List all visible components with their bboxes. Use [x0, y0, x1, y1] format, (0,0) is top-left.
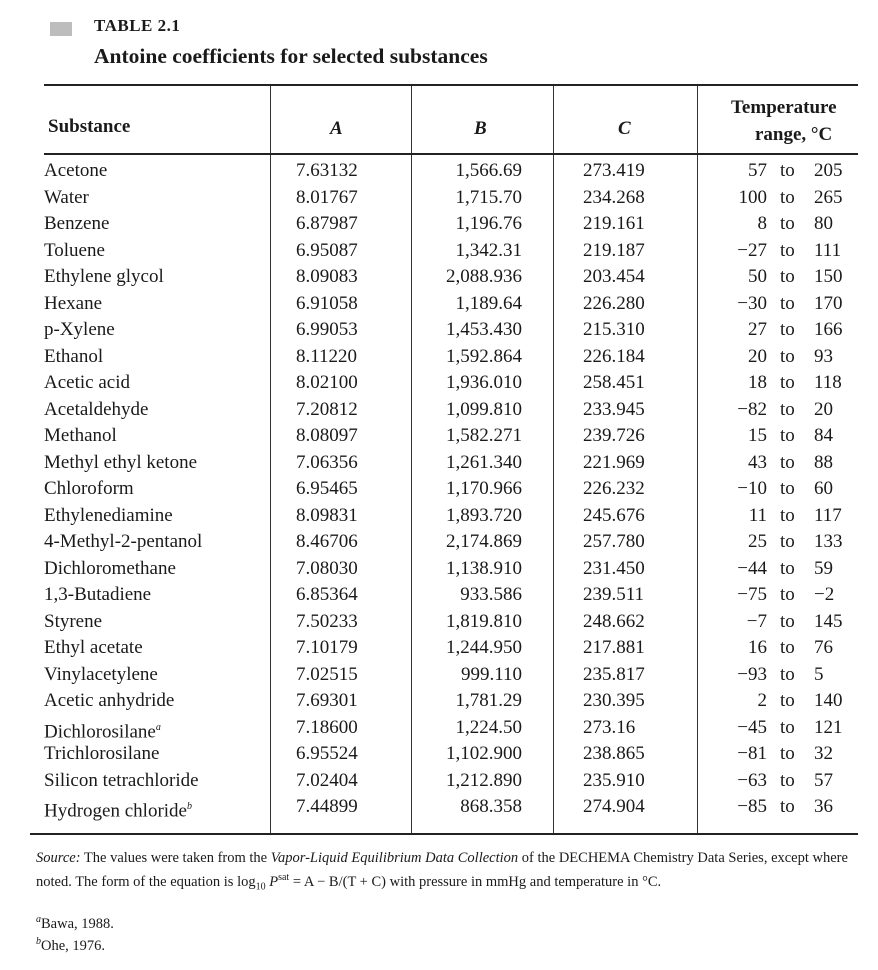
temp-to: to [780, 584, 795, 605]
temp-to: to [780, 345, 795, 367]
coefficient-b: 1,189.64 [455, 292, 522, 314]
substance-name [44, 423, 117, 449]
substance-name [44, 264, 164, 290]
top-rule [44, 84, 858, 86]
substance-name [44, 662, 158, 688]
temp-to: to [780, 319, 795, 340]
table-row [0, 503, 878, 529]
substance-name [44, 609, 102, 635]
substance-name [44, 397, 148, 423]
temp-low: −82 [737, 398, 767, 420]
footnote-mark: a [36, 914, 41, 925]
temp-high: 133 [814, 531, 843, 552]
coefficient-c: 257.780 [583, 531, 645, 552]
coefficient-a: 8.01767 [296, 186, 358, 208]
coefficient-a: 6.95524 [296, 743, 358, 764]
temp-low: 8 [757, 213, 767, 234]
temp-low: −63 [737, 769, 767, 791]
temp-to: to [780, 292, 795, 314]
temp-high: 93 [814, 345, 833, 367]
substance-name-text: Vinylacetylene [44, 663, 158, 685]
table-row [0, 741, 878, 767]
temp-high: 88 [814, 451, 833, 473]
coefficient-b: 1,592.864 [446, 345, 522, 367]
coefficient-c: 273.419 [583, 160, 645, 181]
substance-name [44, 794, 192, 824]
substance-name-text: Benzene [44, 213, 110, 234]
coefficient-a: 7.50233 [296, 610, 358, 632]
substance-name-text: Trichlorosilane [44, 743, 160, 764]
temp-to: to [780, 186, 795, 208]
temp-low: 57 [748, 160, 767, 181]
coefficient-b: 1,819.810 [446, 610, 522, 632]
substance-name [44, 688, 174, 714]
temp-low: −93 [737, 663, 767, 685]
temp-low: 11 [748, 504, 767, 526]
coefficient-b: 1,102.900 [446, 743, 522, 764]
substance-name-text: Acetone [44, 160, 108, 181]
coefficient-a: 6.85364 [296, 584, 358, 605]
header-rule [44, 153, 858, 155]
coefficient-b: 1,212.890 [446, 769, 522, 791]
table-caption: Antoine coefficients for selected substances [94, 44, 488, 68]
temp-high: 84 [814, 425, 833, 446]
coefficient-a: 6.95087 [296, 239, 358, 261]
coefficient-c: 234.268 [583, 186, 645, 208]
coefficient-b: 1,781.29 [455, 690, 522, 711]
coefficient-c: 219.161 [583, 213, 645, 234]
coefficient-b: 1,566.69 [455, 160, 522, 181]
temp-high: 80 [814, 213, 833, 234]
source-text-2: of the DECHEMA Chemistry Data Series, except where noted. The form of the equation is log [36, 850, 848, 890]
coefficient-a: 7.06356 [296, 451, 358, 473]
table-row [0, 211, 878, 237]
temp-low: 15 [748, 425, 767, 446]
temp-to: to [780, 266, 795, 287]
temp-low: −44 [737, 557, 767, 579]
temp-low: 18 [748, 372, 767, 393]
substance-name-text: Hexane [44, 292, 103, 314]
substance-name-text: Dichlorosilane [44, 720, 156, 742]
substance-name-text: Water [44, 186, 89, 208]
header-c: C [618, 118, 631, 139]
coefficient-c: 230.395 [583, 690, 645, 711]
table-row [0, 768, 878, 794]
temp-low: −85 [737, 796, 767, 817]
coefficient-b: 1,099.810 [446, 398, 522, 420]
substance-name [44, 317, 115, 343]
coefficient-b: 1,453.430 [446, 319, 522, 340]
temp-to: to [780, 637, 795, 658]
temp-to: to [780, 531, 795, 552]
table-row [0, 264, 878, 290]
coefficient-a: 7.69301 [296, 690, 358, 711]
coefficient-a: 7.10179 [296, 637, 358, 658]
temp-to: to [780, 690, 795, 711]
coefficient-b: 1,715.70 [455, 186, 522, 208]
coefficient-c: 273.16 [583, 716, 636, 738]
bottom-rule [30, 833, 858, 835]
source-note [36, 848, 856, 898]
temp-low: −30 [737, 292, 767, 314]
coefficient-a: 8.09831 [296, 504, 358, 526]
temp-to: to [780, 239, 795, 261]
temp-to: to [780, 398, 795, 420]
substance-name [44, 344, 103, 370]
footnote-b [36, 936, 105, 955]
coefficient-a: 7.02404 [296, 769, 358, 791]
source-text-1: The values were taken from the [80, 850, 271, 866]
header-substance: Substance [48, 116, 131, 137]
table-row [0, 476, 878, 502]
coefficient-b: 1,582.271 [446, 425, 522, 446]
substance-name-text: Methanol [44, 425, 117, 446]
table-row [0, 556, 878, 582]
temp-to: to [780, 372, 795, 393]
temp-high: 36 [814, 796, 833, 817]
coefficient-c: 235.817 [583, 663, 645, 685]
coefficient-b: 999.110 [460, 663, 522, 685]
substance-name-text: Styrene [44, 610, 103, 632]
table-row [0, 344, 878, 370]
table-row [0, 529, 878, 555]
coefficient-c: 238.865 [583, 743, 645, 764]
substance-name-text: Ethylene glycol [44, 266, 164, 287]
substance-name-text: Acetaldehyde [44, 398, 149, 420]
substance-name-text: p-Xylene [44, 319, 115, 340]
coefficient-b: 2,174.869 [446, 531, 522, 552]
source-label: Source: [36, 850, 81, 866]
temp-to: to [780, 478, 795, 499]
coefficient-c: 231.450 [583, 557, 645, 579]
coefficient-b: 1,936.010 [446, 372, 522, 393]
substance-name-text: 1,3-Butadiene [44, 584, 152, 605]
temp-high: 170 [814, 292, 843, 314]
coefficient-b: 1,244.950 [446, 637, 522, 658]
temp-to: to [780, 425, 795, 446]
coefficient-b: 2,088.936 [446, 266, 522, 287]
temp-high: 121 [814, 716, 843, 738]
header-b: B [474, 118, 487, 139]
header-a: A [330, 118, 343, 139]
table-row [0, 450, 878, 476]
temp-low: 2 [757, 690, 767, 711]
table-row [0, 185, 878, 211]
coefficient-a: 7.02515 [296, 663, 358, 685]
coefficient-b: 1,342.31 [455, 239, 522, 261]
temp-to: to [780, 743, 795, 764]
temp-high: 5 [814, 663, 824, 685]
coefficient-c: 226.280 [583, 292, 645, 314]
substance-name [44, 768, 199, 794]
temp-high: 57 [814, 769, 833, 791]
temp-to: to [780, 716, 795, 738]
coefficient-b: 933.586 [460, 584, 522, 605]
coefficient-c: 221.969 [583, 451, 645, 473]
temp-low: −7 [746, 610, 767, 632]
temp-to: to [780, 557, 795, 579]
temp-low: 43 [748, 451, 767, 473]
temp-high: 150 [814, 266, 843, 287]
source-text-3: P [265, 873, 279, 890]
coefficient-c: 274.904 [583, 796, 645, 817]
substance-name [44, 158, 107, 184]
temp-high: 265 [814, 186, 843, 208]
temp-high: 205 [814, 160, 843, 181]
coefficient-c: 239.511 [583, 584, 645, 605]
temp-to: to [780, 213, 795, 234]
coefficient-a: 8.11220 [296, 345, 358, 367]
substance-name [44, 476, 134, 502]
temp-high: 118 [814, 372, 842, 393]
footnote-a [36, 914, 114, 933]
coefficient-c: 235.910 [583, 769, 645, 791]
substance-name-text: Ethylenediamine [44, 504, 173, 526]
temp-low: −10 [737, 478, 767, 499]
coefficient-a: 6.91058 [296, 292, 358, 314]
table-row [0, 662, 878, 688]
table-marker-icon [50, 22, 72, 36]
temp-low: −75 [737, 584, 767, 605]
temp-high: 111 [814, 239, 842, 261]
coefficient-a: 8.09083 [296, 266, 358, 287]
substance-name-text: Acetic anhydride [44, 690, 175, 711]
coefficient-b: 1,138.910 [446, 557, 522, 579]
temp-low: −45 [737, 716, 767, 738]
temp-high: 166 [814, 319, 843, 340]
footnote-mark: b [36, 936, 41, 947]
coefficient-c: 233.945 [583, 398, 645, 420]
substance-name [44, 741, 159, 767]
coefficient-c: 217.881 [583, 637, 645, 658]
table-row [0, 715, 878, 741]
temp-to: to [780, 769, 795, 791]
sat-superscript: sat [278, 872, 290, 883]
temp-to: to [780, 796, 795, 817]
source-collection: Vapor-Liquid Equilibrium Data Collection [270, 850, 519, 866]
temp-high: 76 [814, 637, 833, 658]
table-row [0, 635, 878, 661]
coefficient-a: 7.18600 [296, 716, 358, 738]
coefficient-b: 1,196.76 [455, 213, 522, 234]
table-row [0, 609, 878, 635]
substance-name-text: Methyl ethyl ketone [44, 451, 198, 473]
header-temperature-range: range, °C [755, 124, 833, 145]
substance-name [44, 503, 173, 529]
table-row [0, 291, 878, 317]
table-row [0, 397, 878, 423]
header-temperature: Temperature [731, 97, 837, 118]
temp-to: to [780, 160, 795, 181]
table-row [0, 582, 878, 608]
substance-name-text: Toluene [44, 239, 105, 261]
temp-high: 20 [814, 398, 833, 420]
coefficient-c: 258.451 [583, 372, 645, 393]
coefficient-c: 203.454 [583, 266, 645, 287]
table-row [0, 238, 878, 264]
coefficient-c: 219.187 [583, 239, 645, 261]
substance-name-text: Dichloromethane [44, 557, 176, 579]
coefficient-b: 868.358 [460, 796, 522, 817]
substance-name [44, 185, 89, 211]
coefficient-c: 239.726 [583, 425, 645, 446]
substance-name-text: Ethyl acetate [44, 637, 143, 658]
coefficient-a: 7.08030 [296, 557, 358, 579]
coefficient-c: 248.662 [583, 610, 645, 632]
coefficient-a: 8.46706 [296, 531, 358, 552]
substance-name [44, 529, 202, 555]
table-row [0, 370, 878, 396]
coefficient-c: 245.676 [583, 504, 645, 526]
table-row [0, 794, 878, 820]
coefficient-a: 6.95465 [296, 478, 358, 499]
table-row [0, 158, 878, 184]
temp-low: −81 [737, 743, 767, 764]
substance-name [44, 556, 176, 582]
temp-high: 60 [814, 478, 833, 499]
coefficient-b: 1,170.966 [446, 478, 522, 499]
temp-to: to [780, 504, 795, 526]
coefficient-a: 6.87987 [296, 213, 358, 234]
source-text-4: = A − B/(T + C) with pressure in mmHg and temperature in °C. [289, 873, 662, 890]
coefficient-c: 226.184 [583, 345, 645, 367]
substance-name [44, 582, 151, 608]
temp-low: 100 [738, 186, 767, 208]
footnote-reference: a [155, 721, 161, 733]
temp-high: 145 [814, 610, 843, 632]
temp-low: −27 [737, 239, 767, 261]
temp-low: 50 [748, 266, 767, 287]
temp-to: to [780, 451, 795, 473]
coefficient-a: 7.44899 [296, 796, 358, 817]
footnote-text: Bawa, 1988. [41, 915, 114, 932]
temp-high: 32 [814, 743, 833, 764]
coefficient-a: 7.63132 [296, 160, 358, 181]
substance-name-text: Chloroform [44, 478, 134, 499]
substance-name-text: Silicon tetrachloride [44, 769, 199, 791]
temp-high: 140 [814, 690, 843, 711]
table-row [0, 688, 878, 714]
temp-high: 59 [814, 557, 833, 579]
substance-name-text: Hydrogen chloride [44, 800, 187, 822]
log-subscript: 10 [255, 881, 266, 893]
temp-low: 27 [748, 319, 767, 340]
substance-name [44, 211, 109, 237]
temp-high: 117 [814, 504, 842, 526]
substance-name [44, 291, 102, 317]
temp-low: 25 [748, 531, 767, 552]
coefficient-a: 6.99053 [296, 319, 358, 340]
temp-low: 16 [748, 637, 767, 658]
footnote-reference: b [186, 801, 192, 812]
substance-name [44, 370, 130, 396]
coefficient-c: 215.310 [583, 319, 645, 340]
temp-to: to [780, 663, 795, 685]
substance-name [44, 450, 197, 476]
temp-low: 20 [748, 345, 767, 367]
substance-name [44, 635, 143, 661]
coefficient-b: 1,224.50 [455, 716, 522, 738]
coefficient-a: 8.08097 [296, 425, 358, 446]
coefficient-c: 226.232 [583, 478, 645, 499]
table-row [0, 423, 878, 449]
substance-name-text: 4-Methyl-2-pentanol [44, 531, 203, 552]
substance-name-text: Ethanol [44, 345, 104, 367]
table-label: TABLE 2.1 [94, 16, 181, 35]
coefficient-a: 8.02100 [296, 372, 358, 393]
temp-high: −2 [814, 584, 835, 605]
footnote-text: Ohe, 1976. [41, 937, 106, 954]
coefficient-b: 1,893.720 [446, 504, 522, 526]
substance-name [44, 238, 105, 264]
temp-to: to [780, 610, 795, 632]
coefficient-b: 1,261.340 [446, 451, 522, 473]
table-row [0, 317, 878, 343]
substance-name-text: Acetic acid [44, 372, 130, 393]
coefficient-a: 7.20812 [296, 398, 358, 420]
